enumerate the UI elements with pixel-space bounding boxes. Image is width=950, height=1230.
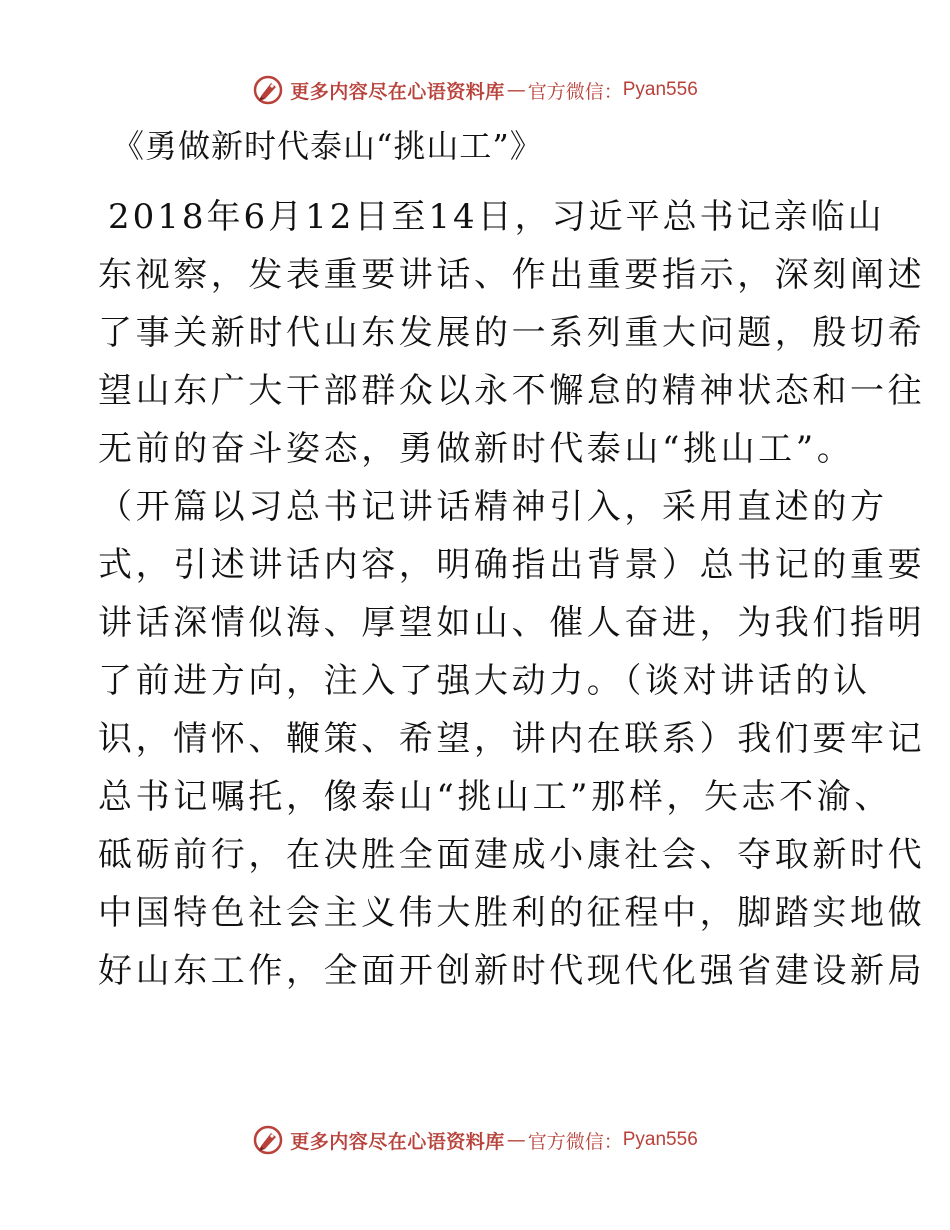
pen-nib-logo-icon — [252, 1124, 284, 1156]
body-line: 了事关新时代山东发展的一系列重大问题，殷切希 — [98, 313, 926, 353]
watermark-wechat-id: Pyan556 — [622, 79, 698, 100]
body-line: 东视察，发表重要讲话、作出重要指示，深刻阐述 — [98, 255, 926, 295]
body-line: 讲话深情似海、厚望如山、催人奋进，为我们指明 — [98, 603, 926, 643]
body-line: 砥砺前行，在决胜全面建成小康社会、夺取新时代 — [98, 835, 926, 875]
body-line: 中国特色社会主义伟大胜利的征程中，脚踏实地做 — [98, 893, 926, 933]
watermark-separator: — — [506, 1129, 526, 1151]
body-line: 无前的奋斗姿态，勇做新时代泰山“挑山工”。 — [98, 429, 855, 469]
pen-nib-logo-icon — [252, 74, 284, 106]
body-line: 式，引述讲话内容，明确指出背景）总书记的重要 — [98, 545, 926, 585]
body-line: 识，情怀、鞭策、希望，讲内在联系）我们要牢记 — [98, 719, 926, 759]
watermark-wechat-label: 官方微信： — [527, 80, 623, 103]
body-line: 好山东工作，全面开创新时代现代化强省建设新局 — [98, 951, 926, 991]
watermark-wechat-label: 官方微信： — [527, 1130, 623, 1153]
watermark-site-text: 更多内容尽在心语资料库 — [290, 80, 505, 103]
body-line: 2018年6月12日至14日，习近平总书记亲临山 — [108, 197, 885, 237]
watermark-wechat-id: Pyan556 — [622, 1129, 698, 1150]
document-title: 《勇做新时代泰山“挑山工”》 — [112, 127, 543, 165]
document-body — [98, 188, 926, 1000]
watermark-site-text: 更多内容尽在心语资料库 — [290, 1130, 505, 1153]
body-line: 总书记嘱托，像泰山“挑山工”那样，矢志不渝、 — [98, 777, 892, 817]
header-watermark — [0, 70, 950, 110]
watermark-separator: — — [506, 79, 526, 101]
body-line: （开篇以习总书记讲话精神引入，采用直述的方 — [98, 487, 888, 527]
footer-watermark — [0, 1120, 950, 1160]
body-line: 了前进方向，注入了强大动力。（谈对讲话的认 — [98, 661, 871, 701]
body-line: 望山东广大干部群众以永不懈怠的精神状态和一往 — [98, 371, 926, 411]
